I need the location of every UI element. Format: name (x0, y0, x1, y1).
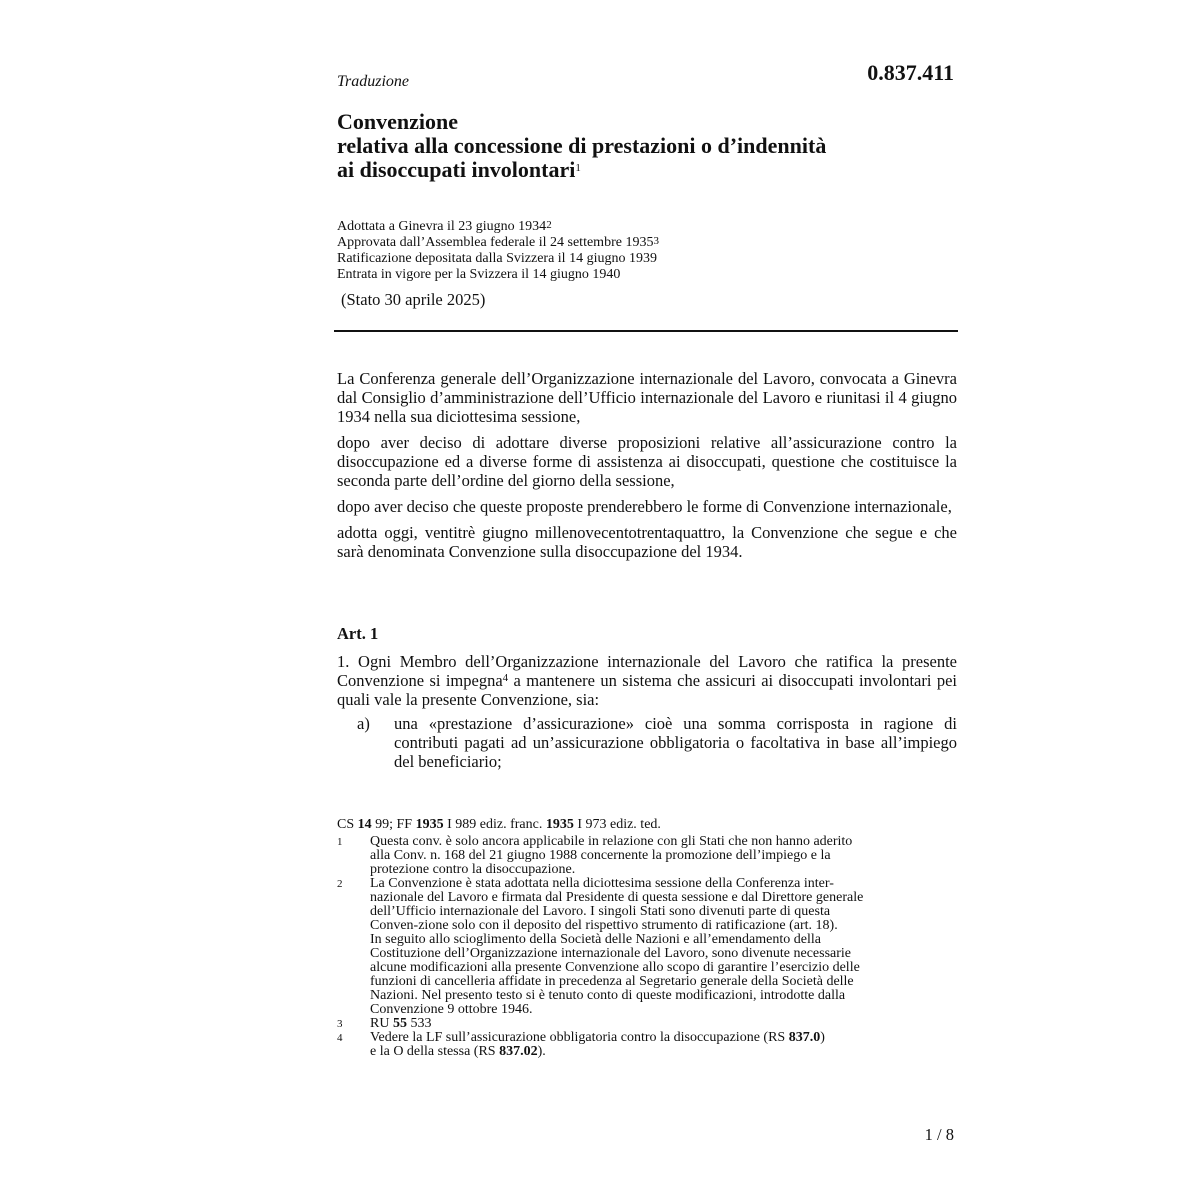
footnote-line: alcune modificazioni alla presente Convenzione allo scopo di garantire l’esercizio delle (370, 960, 860, 975)
footnote-4-text (370, 1031, 957, 1059)
footnote-2-number: 2 (337, 878, 343, 890)
title-line-3-text: ai disoccupati involontari (337, 157, 576, 182)
article-1-paragraph-1-start: 1. Ogni Membro dell’Organizzazione internazionale del Lavoro che ratifica la presente Convenzione si impegna (337, 652, 957, 690)
footnotes (337, 818, 957, 1059)
meta-entry-into-force: Entrata in vigore per la Svizzera il 14 giugno 1940 (337, 267, 621, 282)
footnote-line: Nazioni. Nel presento testo si è tenuto conto di queste modificazioni, introdotte dalla (370, 988, 846, 1003)
footnote-3-bold: 55 (392, 1016, 407, 1031)
meta-approved-text: Approvata dall’Assemblea federale il 24 settembre 1935 (337, 235, 654, 250)
header-divider (334, 330, 958, 332)
preamble-paragraph: dopo aver deciso che queste proposte prenderebbero le forme di Convenzione internazionale, (337, 497, 952, 516)
source-text: 99; FF (371, 817, 416, 832)
footnote-3-prefix: RU (370, 1016, 393, 1031)
title-footnote-ref[interactable]: 1 (575, 162, 581, 174)
footnote-3 (337, 1017, 957, 1031)
title-line-3 (337, 158, 957, 182)
title-line-1: Convenzione (337, 109, 458, 134)
article-1-paragraph-1-end: a mantenere un sistema che assicuri ai disoccupati involontari pei quali vale la presente Convenzione, sia: (337, 671, 958, 709)
preamble-paragraph: La Conferenza generale dell’Organizzazione internazionale del Lavoro, convocata a Ginevra dal Consiglio d’amministrazione dell’Ufficio internazionale del Lavoro e riunitasi il 4 giugno 1934 nella sua diciottesima sessione, (337, 369, 957, 426)
meta-approved (337, 235, 957, 251)
translation-label: Traduzione (337, 73, 410, 90)
list-item-a-marker: a) (357, 714, 370, 733)
document-status: (Stato 30 aprile 2025) (341, 290, 486, 309)
article-1-footnote-ref[interactable]: 4 (502, 672, 509, 684)
footnote-line (370, 1045, 957, 1059)
meta-adopted (337, 219, 957, 235)
source-bold: 1935 (545, 817, 574, 832)
preamble (337, 369, 957, 568)
footnote-4-link-rs[interactable]: 837.02 (499, 1044, 538, 1059)
source-text: CS (337, 817, 358, 832)
document-title (337, 110, 957, 182)
footnote-3-suffix: 533 (406, 1016, 432, 1031)
page-number: 1 / 8 (924, 1125, 954, 1144)
footnote-line: nazionale del Lavoro e firmata dal Presidente di questa sessione e dal Direttore generale (370, 890, 864, 905)
footnote-4-line-2-prefix: e la O della stessa (RS (370, 1044, 500, 1059)
footnote-4-line-2-suffix: ). (537, 1044, 546, 1059)
footnote-line: Costituzione dell’Organizzazione internazionale del Lavoro, sono divenute necessarie (370, 946, 852, 961)
preamble-paragraph: adotta oggi, ventitrè giugno millenovecentotrentaquattro, la Convenzione che segue e che sarà denominata Convenzione sulla disoccupazione del 1934. (337, 523, 957, 561)
source-text: I 989 ediz. franc. (443, 817, 546, 832)
title-line-2: relativa alla concessione di prestazioni o d’indennità (337, 133, 827, 158)
footnote-line: protezione contro la disoccupazione. (370, 862, 576, 877)
source-bold: 1935 (415, 817, 444, 832)
footnote-3-number: 3 (337, 1018, 343, 1030)
footnote-2-text (370, 877, 957, 1017)
list-item-a (337, 714, 957, 771)
footnote-line (370, 1031, 957, 1045)
sr-number: 0.837.411 (867, 60, 954, 85)
article-1-heading: Art. 1 (337, 624, 379, 643)
footnote-4-number: 4 (337, 1032, 343, 1044)
footnote-source (337, 818, 957, 832)
footnote-2 (337, 877, 957, 1017)
footnote-line: funzioni di cancelleria affidate in precedenza al Segretario generale della Società delle (370, 974, 854, 989)
footnote-1-number: 1 (337, 836, 343, 848)
footnote-4-line-1-suffix: ) (820, 1030, 825, 1045)
footnote-line: Questa conv. è solo ancora applicabile in relazione con gli Stati che non hanno aderito (370, 834, 853, 849)
footnote-1-text (370, 835, 957, 877)
meta-adopted-ref[interactable]: 2 (546, 219, 552, 231)
source-bold: 14 (357, 817, 372, 832)
footnote-4-link-rs[interactable]: 837.0 (788, 1030, 821, 1045)
footnote-line: Conven-zione solo con il deposito del rispettivo strumento di ratificazione (art. 18). (370, 918, 838, 933)
footnote-line (370, 1017, 957, 1031)
list-item-a-text: una «prestazione d’assicurazione» cioè una somma corrisposta in ragione di contributi pagati ad un’assicurazione obbligatoria o facoltativa in base all’impiego del beneficiario; (394, 714, 957, 771)
meta-ratification: Ratificazione depositata dalla Svizzera il 14 giugno 1939 (337, 251, 657, 266)
footnote-line: Convenzione 9 ottobre 1946. (370, 1002, 533, 1017)
document-metadata (337, 219, 957, 283)
footnote-line: La Convenzione è stata adottata nella diciottesima sessione della Conferenza inter- (370, 876, 834, 891)
source-text: I 973 ediz. ted. (573, 817, 661, 832)
footnote-4-line-1-prefix: Vedere la LF sull’assicurazione obbligatoria contro la disoccupazione (RS (370, 1030, 789, 1045)
footnote-line: alla Conv. n. 168 del 21 giugno 1988 concernente la promozione dell’impiego e la (370, 848, 831, 863)
meta-approved-ref[interactable]: 3 (653, 235, 659, 247)
article-1-body (337, 652, 957, 771)
footnote-3-text (370, 1017, 957, 1031)
footnote-line: In seguito allo scioglimento della Società delle Nazioni e all’emendamento della (370, 932, 821, 947)
preamble-paragraph: dopo aver deciso di adottare diverse proposizioni relative all’assicurazione contro la disoccupazione ed a diverse forme di assistenza ai disoccupati, questione che costituisce la seconda parte dell’ordine del giorno della sessione, (337, 433, 957, 490)
footnote-1 (337, 835, 957, 877)
meta-adopted-text: Adottata a Ginevra il 23 giugno 1934 (337, 219, 547, 234)
footnote-line: dell’Ufficio internazionale del Lavoro. I singoli Stati sono divenuti parte di questa (370, 904, 831, 919)
article-1-paragraph-1 (337, 652, 957, 709)
footnote-4 (337, 1031, 957, 1059)
